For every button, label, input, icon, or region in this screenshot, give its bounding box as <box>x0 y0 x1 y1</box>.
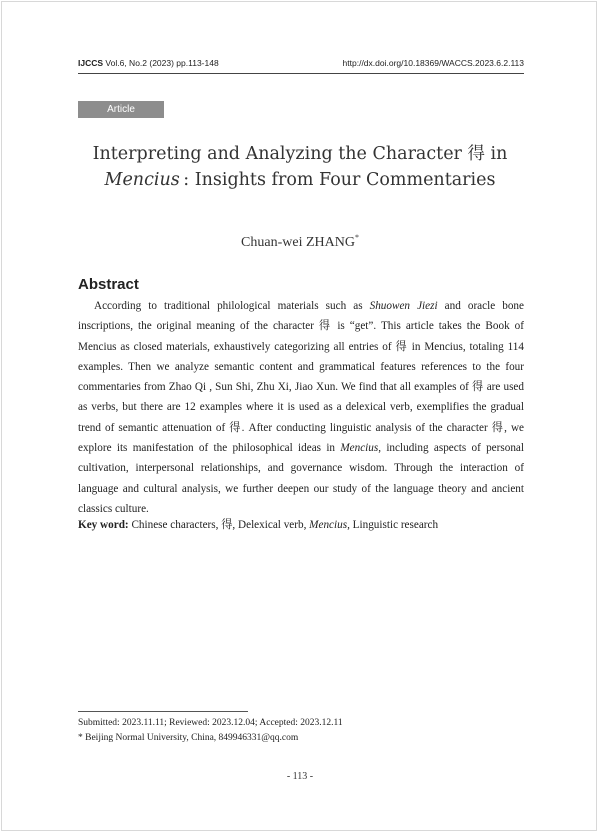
abstract-italic-term: Mencius <box>340 442 379 455</box>
abstract-text-part: and oracle bone inscriptions, the original meaning of the character 得 is “get”. This article takes the Book of Mencius as closed materials, exhaustively categorizing all entries of 得 in Mencius, totaling 114 examples. Then we analyze semantic content and grammatical features references to the four commentaries from Zhao Qi , Sun Shi, Zhu Xi, Jiao Xun. We find that all examples of 得 are used as verbs, but there are 12 examples where it is used as a delexical verb, exemplifies the gradual trend of semantic attenuation of 得. After conducting linguistic analysis of the character 得, we explore its manifestation of the philosophical ideas in <box>78 300 524 455</box>
keyword-item: Linguistic research <box>352 519 439 531</box>
title-book-name: Mencius <box>104 170 180 190</box>
keywords-label: Key word: <box>78 519 129 531</box>
abstract-text-part: , including aspects of personal cultivation, interpersonal relationships, and governance wisdom. Through the interaction of language and cultural analysis, we further deepen our study of the language theory and ancient classics culture. <box>78 442 524 515</box>
abstract-heading: Abstract <box>78 276 139 293</box>
keywords-line <box>78 516 524 534</box>
doi-link[interactable]: http://dx.doi.org/10.18369/WACCS.2023.6.2.113 <box>342 58 524 68</box>
abstract-italic-term: Shuowen Jiezi <box>369 300 438 312</box>
header-rule <box>78 73 524 74</box>
title-line-2 <box>60 167 540 193</box>
journal-citation <box>78 58 219 68</box>
abstract-text-part: According to traditional philological materials such as <box>94 300 370 312</box>
title-line-1: Interpreting and Analyzing the Character 得 in <box>92 144 508 164</box>
keyword-item: Mencius, <box>309 519 350 531</box>
volume-info: Vol.6, No.2 (2023) pp.113-148 <box>105 58 219 68</box>
article-type-badge: Article <box>78 101 164 118</box>
keyword-item: Delexical verb, <box>238 519 307 531</box>
author-footnote-mark: * <box>354 233 359 242</box>
page-number: - 113 - <box>286 771 314 782</box>
footnote-rule <box>78 711 248 712</box>
journal-abbreviation: IJCCS <box>78 58 104 68</box>
paper-title <box>60 141 540 193</box>
keyword-item: Chinese characters, <box>131 519 219 531</box>
author-affiliation: * Beijing Normal University, China, 849946331@qq.com <box>78 733 299 743</box>
footnotes <box>78 716 524 746</box>
submission-dates: Submitted: 2023.11.11; Reviewed: 2023.12.04; Accepted: 2023.12.11 <box>78 718 343 728</box>
author-name: Chuan-wei ZHANG <box>241 235 355 250</box>
running-header <box>78 58 524 74</box>
keyword-item: 得, <box>221 519 236 531</box>
abstract-text <box>78 296 524 519</box>
title-subtitle: : Insights from Four Commentaries <box>179 170 496 190</box>
author-line <box>100 233 500 251</box>
abstract-paragraph <box>78 296 524 519</box>
